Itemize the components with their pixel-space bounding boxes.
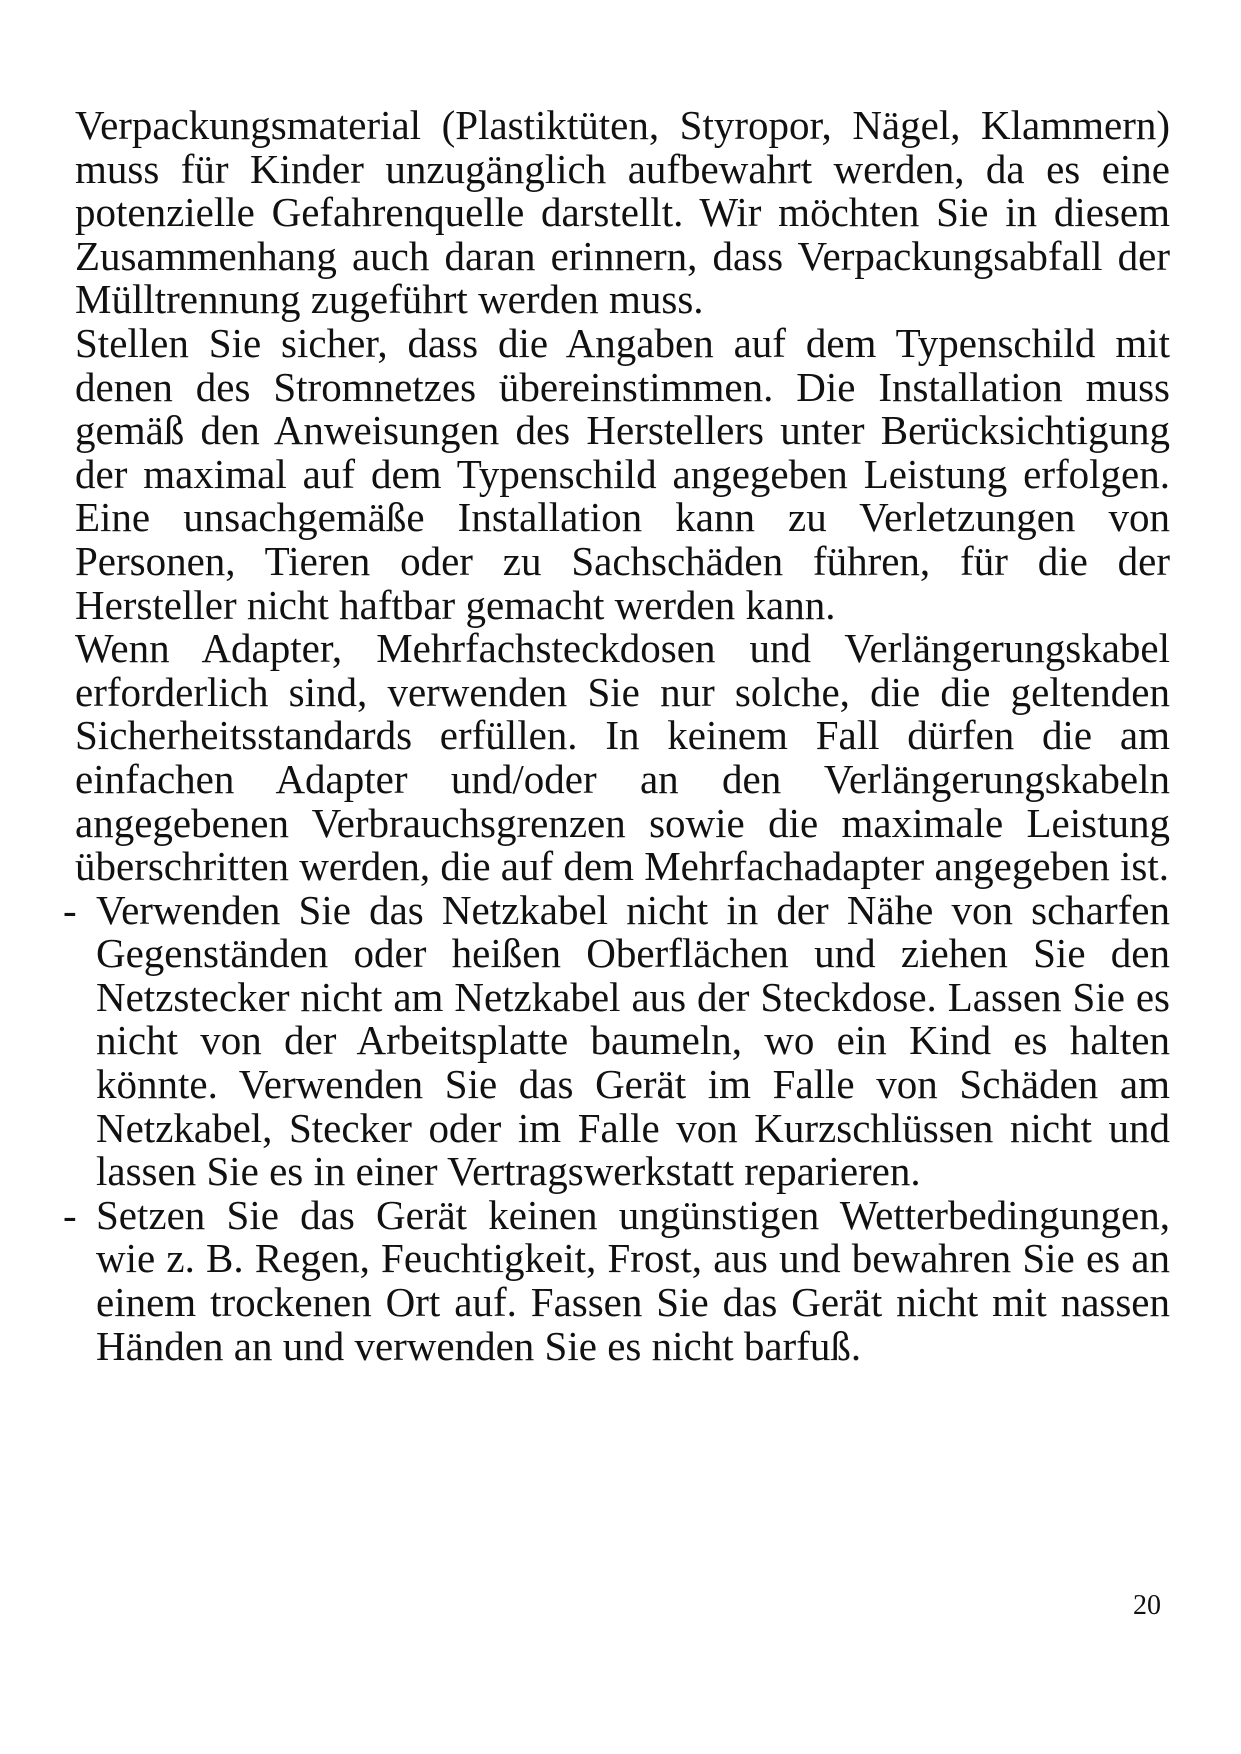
page-body bbox=[63, 102, 1170, 1369]
paragraph-adapters: Wenn Adapter, Mehrfachsteckdosen und Verlängerungskabel erforderlich sind, verwenden Sie nur solche, die die geltenden Sicherheitsstandards erfüllen. In keinem Fall dürfen die am einfachen Adapter und/oder an den Verlängerungskabeln angegebenen Verbrauchsgrenzen sowie die maximale Leistung überschritten werden, die auf dem Mehrfachadapter angegeben ist. bbox=[75, 625, 1170, 890]
bullet-text: Setzen Sie das Gerät keinen ungünstigen Wetterbedingungen, wie z. B. Regen, Feuchtigkeit, Frost, aus und bewahren Sie es an einem trockenen Ort auf. Fassen Sie das Gerät nicht mit nassen Händen an und verwenden Sie es nicht barfuß. bbox=[96, 1191, 1170, 1369]
bullet-marker: - bbox=[63, 1191, 77, 1238]
paragraph-installation: Stellen Sie sicher, dass die Angaben auf dem Typenschild mit denen des Stromnetzes übereinstimmen. Die Installation muss gemäß den Anweisungen des Herstellers unter Berücksichtigung der maximal auf dem Typenschild angegeben Leistung erfolgen. Eine unsachgemäße Installation kann zu Verletzungen von Personen, Tieren oder zu Sachschäden führen, für die der Hersteller nicht haftbar gemacht werden kann. bbox=[75, 319, 1170, 628]
bullet-item-weather bbox=[63, 1191, 1170, 1369]
paragraph-packaging: Verpackungsmaterial (Plastiktüten, Styropor, Nägel, Klammern) muss für Kinder unzugänglich aufbewahrt werden, da es eine potenzielle Gefahrenquelle darstellt. Wir möchten Sie in diesem Zusammenhang auch daran erinnern, dass Verpackungsabfall der Mülltrennung zugeführt werden muss. bbox=[75, 102, 1170, 323]
bullet-text: Verwenden Sie das Netzkabel nicht in der Nähe von scharfen Gegenständen oder heißen Oberflächen und ziehen Sie den Netzstecker nicht am Netzkabel aus der Steckdose. Lassen Sie es nicht von der Arbeitsplatte baumeln, wo ein Kind es halten könnte. Verwenden Sie das Gerät im Falle von Schäden am Netzkabel, Stecker oder im Falle von Kurzschlüssen nicht und lassen Sie es in einer Vertragswerkstatt reparieren. bbox=[96, 886, 1170, 1195]
bullet-marker: - bbox=[63, 886, 77, 933]
bullet-item-power-cord bbox=[63, 886, 1170, 1195]
page-number: 20 bbox=[1133, 1590, 1161, 1621]
